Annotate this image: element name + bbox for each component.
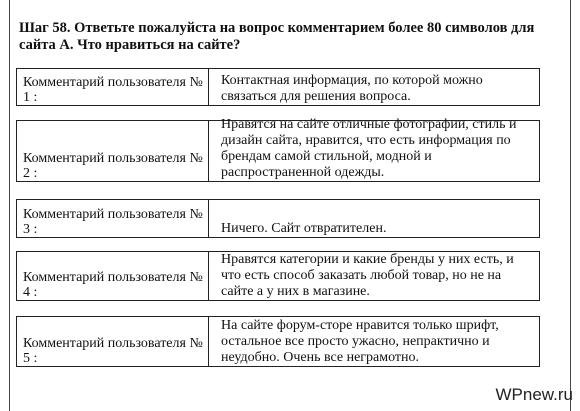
comment-label: Комментарий пользователя № [23, 270, 203, 285]
comment-text: Нравятся категории и какие бренды у них есть, и что есть способ заказать любой товар, но не на сайте а у них в магазине. [221, 252, 514, 299]
comment-label: Комментарий пользователя № [23, 75, 203, 90]
step-heading: Шаг 58. Ответьте пожалуйста на вопрос комментарием более 80 символов для сайта А. Что нравиться на сайте? [19, 20, 535, 53]
comment-table-5 [16, 316, 540, 367]
comment-label-cell [17, 317, 209, 366]
comment-table-2 [16, 117, 540, 182]
comment-number: 5 : [23, 351, 38, 366]
comment-table-4 [16, 251, 540, 301]
comment-text: Контактная информация, по которой можно связаться для решения вопроса. [221, 73, 483, 104]
comment-text: На сайте форум-сторе нравится только шрифт, остальное все просто ужасно, непрактично и неудобно. Очень все неграмотно. [221, 318, 499, 365]
watermark: WPnew.ru [495, 385, 573, 404]
comment-text: Ничего. Сайт отвратителен. [221, 221, 387, 236]
comment-label: Комментарий пользователя № [23, 336, 203, 351]
comment-label-cell [17, 252, 209, 300]
comment-text: Нравятся на сайте отличные фотографии, стиль и дизайн сайта, нравится, что есть информация по брендам самой стильной, модной и распространенной одежды. [221, 117, 517, 180]
comment-number: 1 : [23, 90, 38, 105]
comment-label-cell [17, 121, 209, 181]
comment-number: 3 : [23, 222, 38, 237]
comment-label-cell [17, 200, 209, 237]
comment-table-3 [16, 199, 540, 238]
comment-label: Комментарий пользователя № [23, 151, 203, 166]
comment-label: Комментарий пользователя № [23, 207, 203, 222]
comment-table-1 [16, 68, 540, 106]
comment-number: 2 : [23, 166, 38, 181]
comment-label-cell [17, 69, 209, 105]
comment-number: 4 : [23, 285, 38, 300]
